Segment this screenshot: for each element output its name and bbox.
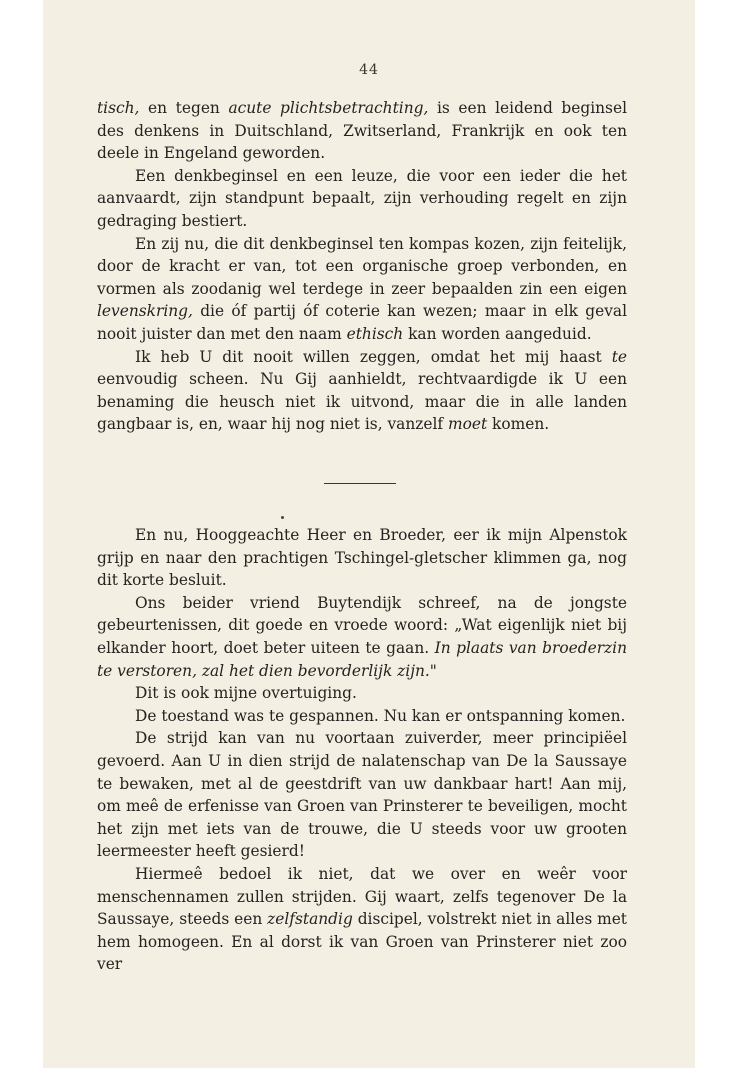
- paragraph-10: [97, 863, 627, 976]
- text-run: komen.: [487, 415, 550, 434]
- italic-phrase: acute plichtsbetrachting,: [228, 99, 429, 117]
- italic-phrase: moet: [448, 415, 488, 434]
- ink-speck: [281, 516, 284, 519]
- paragraph-2: Een denkbeginsel en een leuze, die voor een ieder die het aanvaardt, zijn standpunt bepaalt, zijn verhouding regelt en zijn gedraging bestiert.: [97, 166, 627, 230]
- text-run: Ik heb U dit nooit willen zeggen, omdat het mij haast: [135, 347, 612, 366]
- text-run: Hiermeê bedoel ik niet, dat we over en weêr voor menschennamen zullen strijden. Gij waart, zelfs tegenover De la Saussaye, steeds een: [97, 864, 627, 929]
- text-run: ": [429, 661, 437, 680]
- text-run: eenvoudig scheen. Nu Gij aanhieldt, rechtvaardigde ik U een benaming die heusch niet ik uitvond, maar die in alle landen gangbaar is, en, waar hij nog niet is, vanzelf: [97, 370, 627, 434]
- text-run: Ons beider vriend Buytendijk schreef, na de jongste gebeurtenissen, dit goede en vroede woord: „Wat eigenlijk niet bij elkander hoort, doet beter uiteen te gaan.: [97, 593, 627, 657]
- text-run: is een leidend beginsel des denkens in Duitschland, Zwitserland, Frankrijk en ook ten deele in Engeland geworden.: [97, 99, 627, 163]
- paragraph-3: [97, 233, 627, 346]
- paragraph-5: En nu, Hooggeachte Heer en Broeder, eer ik mijn Alpenstok grijp en naar den prachtigen Tschingel-gletscher klimmen ga, nog dit korte besluit.: [97, 526, 627, 590]
- italic-phrase: levenskring,: [97, 302, 193, 321]
- paragraph-7: Dit is ook mijne overtuiging.: [135, 684, 357, 703]
- section-divider: [324, 483, 396, 484]
- italic-phrase: ethisch: [346, 324, 404, 343]
- paragraph-4: [97, 346, 627, 436]
- paragraph-8: De toestand was te gespannen. Nu kan er ontspanning komen.: [135, 706, 626, 725]
- text-block-top: [97, 97, 627, 436]
- text-run: en tegen: [139, 99, 229, 117]
- book-page: [43, 0, 695, 1068]
- paragraph-6: [97, 592, 627, 682]
- italic-phrase: tisch,: [97, 99, 140, 117]
- text-run: kan worden aangeduid.: [403, 324, 592, 343]
- text-block-bottom: [97, 524, 627, 976]
- text-run: die óf partij óf coterie kan wezen; maar in elk geval nooit juister dan met den naam: [97, 302, 627, 343]
- italic-phrase: zelfstandig: [267, 910, 353, 929]
- italic-phrase: In plaats van broederzin te verstoren, zal het dien bevorderlijk zijn.: [97, 638, 627, 680]
- text-run: En zij nu, die dit denkbeginsel ten kompas kozen, zijn feitelijk, door de kracht er van, tot een organische groep verbonden, en vormen als zoodanig wel terdege in zeer bepaalden zin een eigen: [97, 234, 627, 298]
- paragraph-1: [97, 97, 627, 165]
- paragraph-9: De strijd kan van nu voortaan zuiverder, meer principiëel gevoerd. Aan U in dien strijd de nalatenschap van De la Saussaye te bewaken, met al de geestdrift van uw dankbaar hart! Aan mij, om meê de erfenisse van Groen van Prinsterer te beveiligen, mocht het zijn met iets van de trouwe, die U steeds voor uw grooten leermeester heeft gesierd!: [97, 729, 627, 861]
- text-run: discipel, volstrekt niet in alles met hem homogeen. En al dorst ik van Groen van Prinsterer niet zoo ver: [97, 910, 627, 974]
- italic-phrase: te: [611, 347, 627, 366]
- page-number: 44: [359, 62, 379, 78]
